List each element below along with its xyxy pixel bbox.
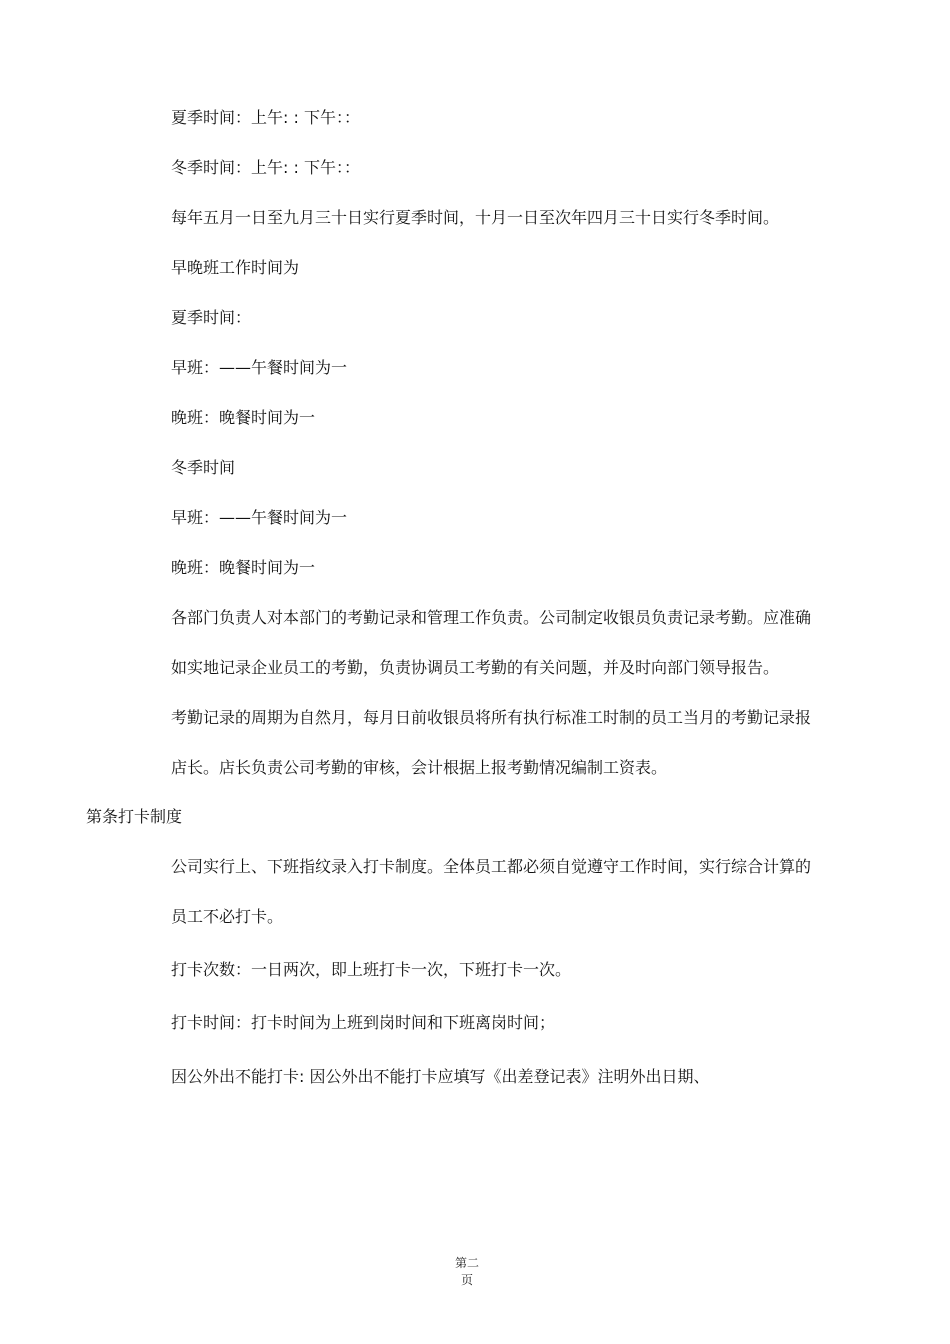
clock-in-time-line: 打卡时间：打卡时间为上班到岗时间和下班离岗时间； xyxy=(171,1013,556,1032)
winter-evening-shift: 晚班：晚餐时间为一 xyxy=(171,558,316,577)
summer-time-line: 夏季时间：上午: : 下午：： xyxy=(171,108,360,127)
winter-time-line: 冬季时间：上午: : 下午：： xyxy=(171,158,360,177)
shift-hours-title: 早晚班工作时间为 xyxy=(171,258,300,277)
clock-in-paragraph-line1: 公司实行上、下班指纹录入打卡制度。全体员工都必须自觉遵守工作时间，实行综合计算的 xyxy=(171,857,812,876)
business-trip-line: 因公外出不能打卡: 因公外出不能打卡应填写《出差登记表》注明外出日期、 xyxy=(171,1067,710,1086)
summer-morning-shift: 早班：——午餐时间为一 xyxy=(171,358,348,377)
winter-time-label: 冬季时间 xyxy=(171,458,236,477)
record-period-paragraph-line1: 考勤记录的周期为自然月，每月日前收银员将所有执行标准工时制的员工当月的考勤记录报 xyxy=(171,708,812,727)
responsibility-paragraph-line1: 各部门负责人对本部门的考勤记录和管理工作负责。公司制定收银员负责记录考勤。应准确 xyxy=(171,608,812,627)
responsibility-paragraph-line2: 如实地记录企业员工的考勤，负责协调员工考勤的有关问题，并及时向部门领导报告。 xyxy=(171,658,780,677)
winter-morning-shift: 早班：——午餐时间为一 xyxy=(171,508,348,527)
page-number-line1: 第二 xyxy=(454,1256,479,1270)
record-period-paragraph-line2: 店长。店长负责公司考勤的审核，会计根据上报考勤情况编制工资表。 xyxy=(171,758,668,777)
clock-in-paragraph-line2: 员工不必打卡。 xyxy=(171,907,284,926)
page-number-line2: 页 xyxy=(460,1273,473,1287)
season-schedule-line: 每年五月一日至九月三十日实行夏季时间，十月一日至次年四月三十日实行冬季时间。 xyxy=(171,208,780,227)
clock-in-count-line: 打卡次数：一日两次，即上班打卡一次，下班打卡一次。 xyxy=(171,960,572,979)
summer-time-label: 夏季时间： xyxy=(171,308,252,327)
section-heading: 第条打卡制度 xyxy=(86,807,183,826)
summer-evening-shift: 晚班：晚餐时间为一 xyxy=(171,408,316,427)
